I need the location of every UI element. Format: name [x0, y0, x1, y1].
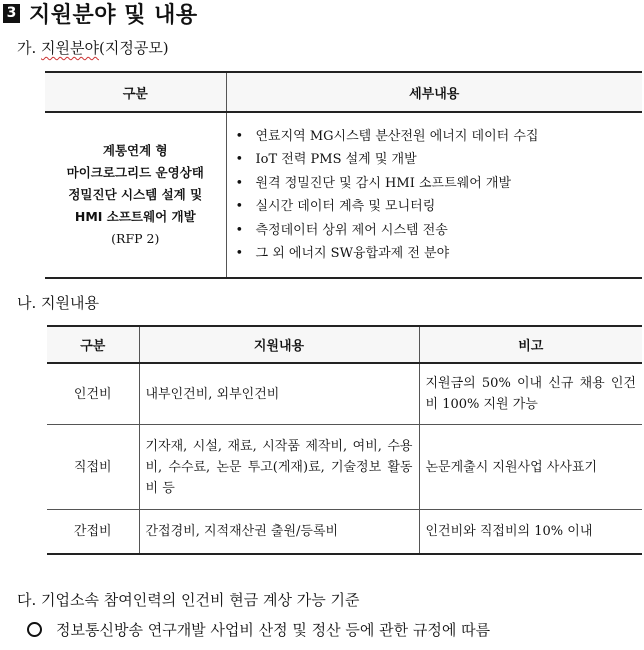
section-title: 지원분야 및 내용 [29, 2, 198, 28]
subsection-a-prefix: 가. [17, 39, 42, 57]
table-row [47, 510, 642, 555]
row-note: 지원금의 50% 이내 신규 채용 인건비 100% 지원 가능 [419, 363, 642, 425]
subsection-a-label [17, 37, 169, 58]
section-heading [3, 0, 198, 26]
details-cell [226, 112, 642, 278]
details-list [228, 125, 642, 266]
row-content: 간접경비, 지적재산권 출원/등록비 [139, 510, 419, 555]
category-cell [45, 112, 226, 278]
row-note: 인건비와 직접비의 10% 이내 [425, 524, 593, 539]
row-category: 직접비 [47, 425, 139, 510]
row-content: 기자재, 시설, 재료, 시작품 제작비, 여비, 수용비, 수수료, 논문 투고(게재)료, 기술정보 활동비 등 [139, 425, 419, 510]
circle-bullet-icon [27, 622, 42, 637]
header-category: 구분 [45, 72, 226, 112]
support-field-table [45, 71, 642, 279]
table-row [47, 425, 642, 510]
row-category: 인건비 [47, 363, 139, 425]
detail-item: • 연료지역 MG시스템 분산전원 에너지 데이터 수집 [256, 125, 642, 149]
detail-item: • 실시간 데이터 계측 및 모니터링 [256, 195, 642, 219]
circle-bullet-item [27, 619, 490, 640]
header-details: 세부내용 [226, 72, 642, 112]
category-line: 계통연계 형 [102, 143, 168, 158]
category-line: 정밀진단 시스템 설계 및 [68, 187, 203, 202]
subsection-a-field: 지원분야 [41, 39, 99, 57]
detail-item: • IoT 전력 PMS 설계 및 개발 [256, 148, 642, 172]
detail-item: • 원격 정밀진단 및 감시 HMI 소프트웨어 개발 [256, 172, 642, 196]
regulation-text: 정보통신방송 연구개발 사업비 산정 및 정산 등에 관한 규정에 따름 [56, 621, 491, 639]
category-line: HMI 소프트웨어 개발 [74, 209, 196, 224]
category-line: 마이크로그리드 운영상태 [66, 165, 204, 180]
row-category: 간접비 [47, 510, 139, 555]
row-content: 내부인건비, 외부인건비 [139, 363, 419, 425]
row-note: 논문게출시 지원사업 사사표기 [419, 425, 642, 510]
table-row [47, 363, 642, 425]
subsection-b-label: 나. 지원내용 [17, 294, 99, 312]
header-category: 구분 [47, 326, 139, 363]
support-content-table [47, 325, 642, 555]
header-note: 비고 [419, 326, 642, 363]
detail-item: • 측정데이터 상위 제어 시스템 전송 [256, 219, 642, 243]
rfp-code: (RFP 2) [111, 231, 160, 246]
header-content: 지원내용 [139, 326, 419, 363]
detail-item: • 그 외 에너지 SW융합과제 전 분야 [256, 242, 642, 266]
subsection-c-label: 다. 기업소속 참여인력의 인건비 현금 계상 가능 기준 [17, 591, 360, 609]
section-number-badge: 3 [3, 4, 20, 23]
subsection-a-suffix: (지정공모) [99, 39, 169, 57]
